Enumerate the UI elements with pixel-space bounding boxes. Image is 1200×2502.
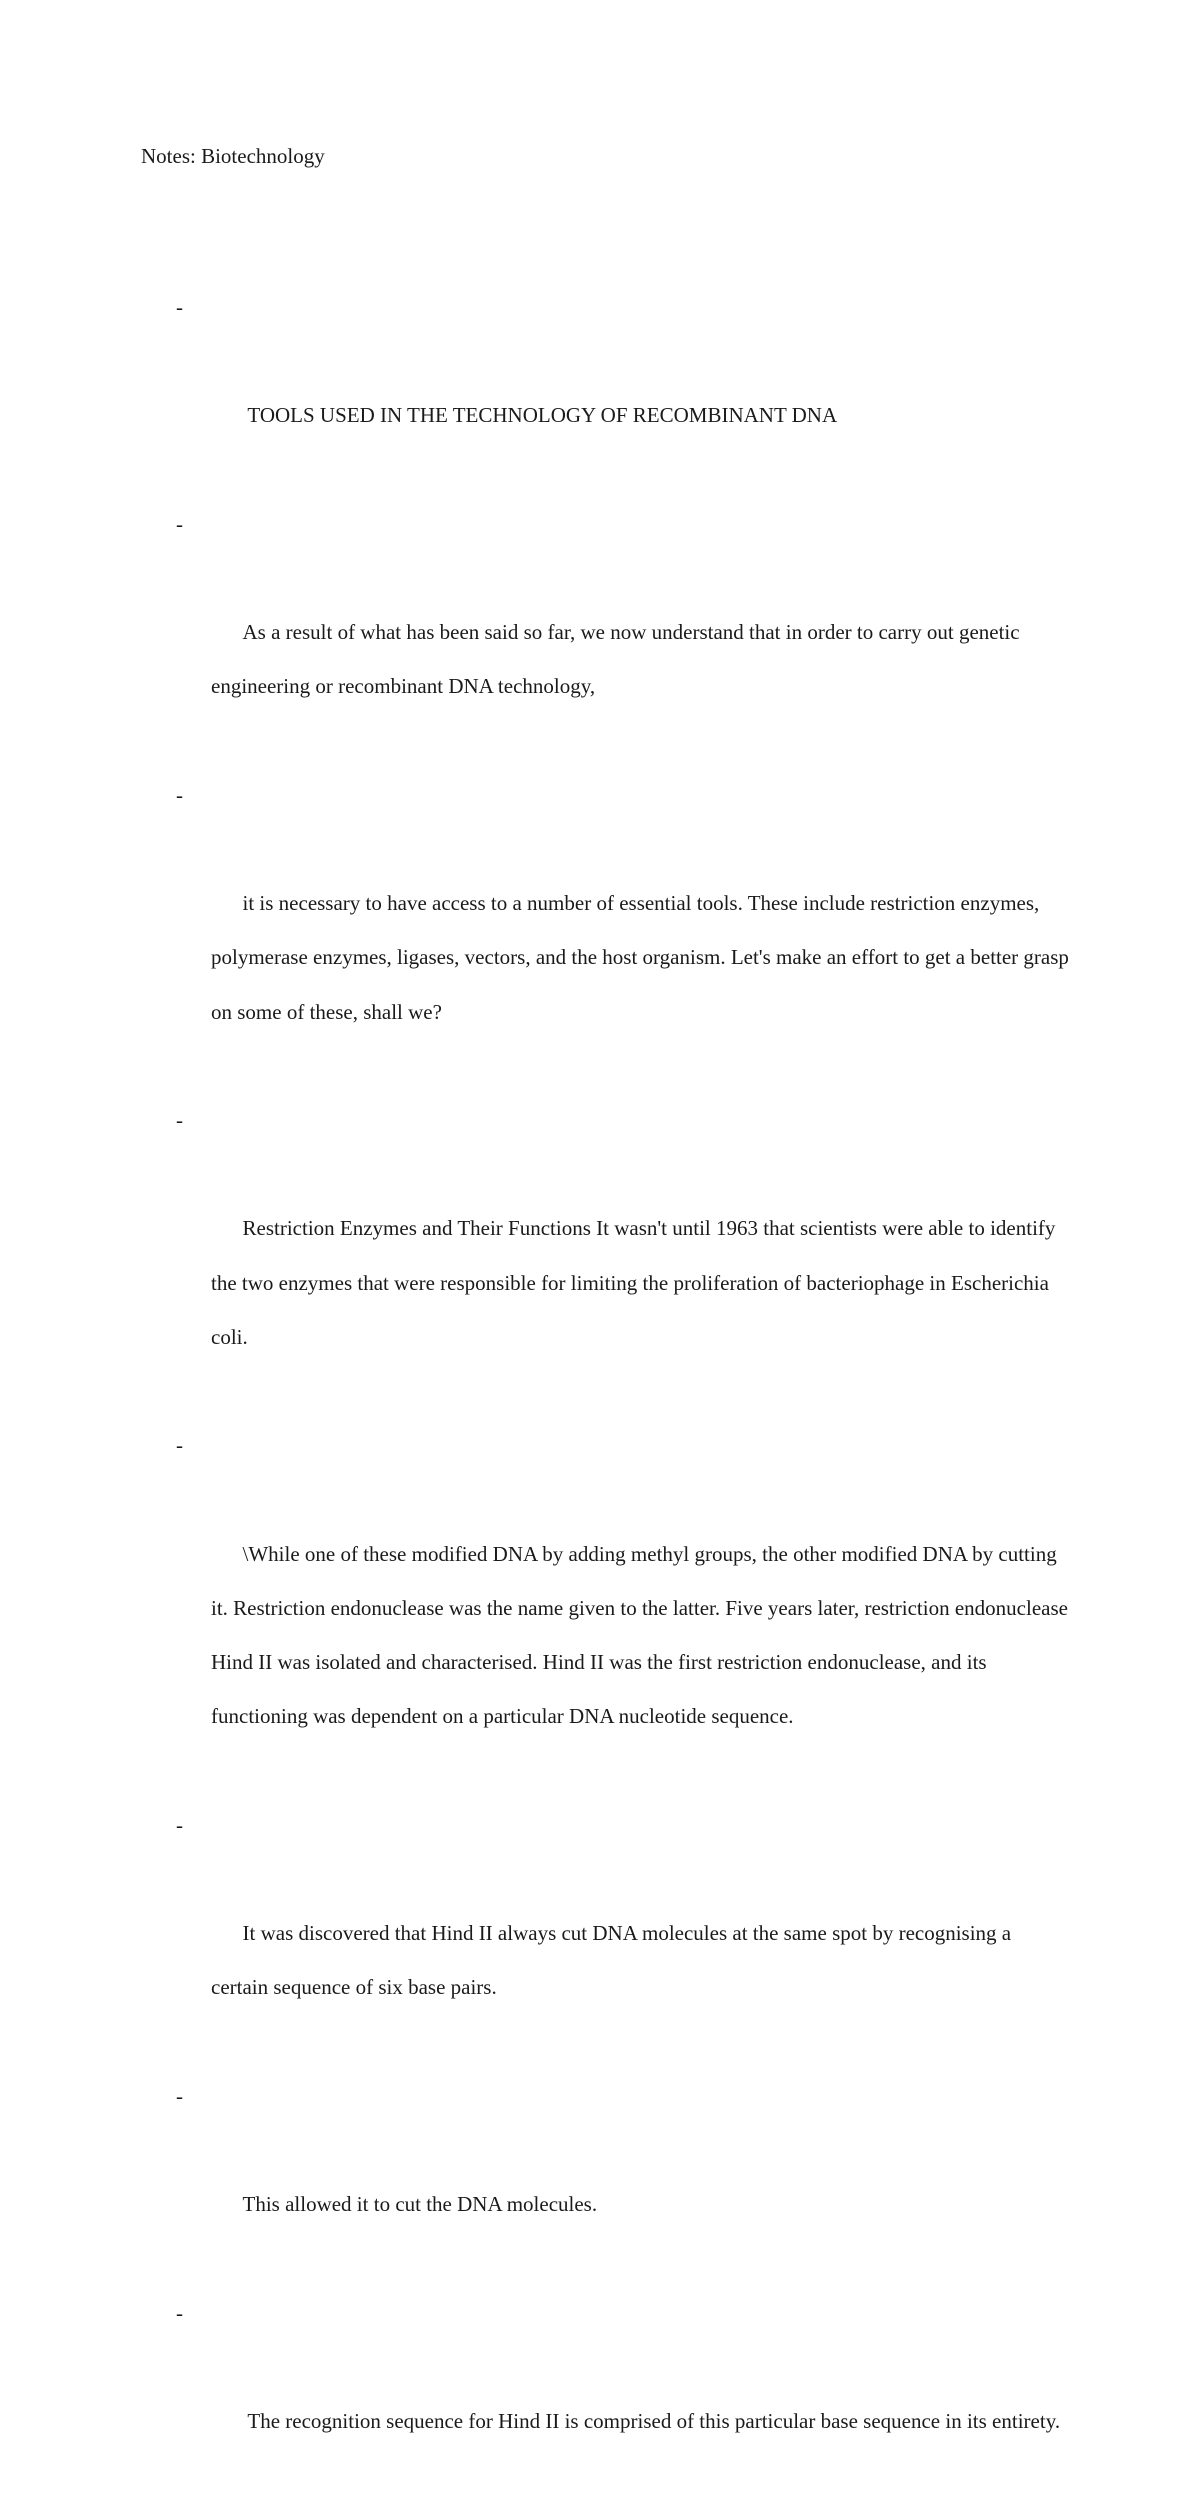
bullet-dash: - — [176, 1108, 183, 1133]
list-item — [0, 1418, 1074, 1797]
list-item-text: It was discovered that Hind II always cut DNA molecules at the same spot by recognising a certain sequence of six base pairs. — [211, 1921, 1017, 2000]
list-item — [0, 2069, 1071, 2286]
list-item-text: This allowed it to cut the DNA molecules. — [242, 2192, 598, 2217]
list-item — [0, 1798, 1071, 2069]
list-item-text: Restriction Enzymes and Their Functions It wasn't until 1963 that scientists were able to identify the two enzymes that were responsible for limiting the proliferation of bacteriophage in Escherichia coli. — [211, 1216, 1061, 1349]
list-item-text: \While one of these modified DNA by adding methyl groups, the other modified DNA by cutting it. Restriction endonuclease was the name given to the latter. Five years later, restriction endonuclease Hind II was isolated and characterised. Hind II was the first restriction endonuclease, and its functioning was dependent on a particular DNA nucleotide sequence. — [211, 1541, 1074, 1729]
bullet-dash: - — [176, 2083, 183, 2108]
list-item-text: The recognition sequence for Hind II is comprised of this particular base sequence in its entirety. — [242, 2408, 1061, 2433]
list-item — [0, 768, 1075, 1093]
bullet-dash: - — [176, 2300, 183, 2325]
list-item-text: As a result of what has been said so far, we now understand that in order to carry out genetic engineering or recombinant DNA technology, — [211, 620, 1025, 699]
list-item-text: it is necessary to have access to a number of essential tools. These include restriction enzymes, polymerase enzymes, ligases, vectors, and the host organism. Let's make an effort to get a better grasp on some of these, shall we? — [211, 891, 1075, 1024]
document-title: Notes: Biotechnology — [141, 144, 325, 168]
bullet-dash: - — [176, 1433, 183, 1458]
list-item — [0, 1093, 1071, 1418]
bullet-dash: - — [176, 1812, 183, 1837]
bullet-dash: - — [176, 295, 183, 319]
list-item-text: TOOLS USED IN THE TECHNOLOGY OF RECOMBINANT DNA — [242, 403, 838, 428]
bullet-dash: - — [176, 782, 183, 807]
notes-list — [0, 280, 1200, 2502]
list-item — [0, 2286, 1071, 2502]
bullet-dash: - — [176, 511, 183, 536]
list-item — [0, 497, 1071, 768]
list-item — [0, 280, 1071, 497]
